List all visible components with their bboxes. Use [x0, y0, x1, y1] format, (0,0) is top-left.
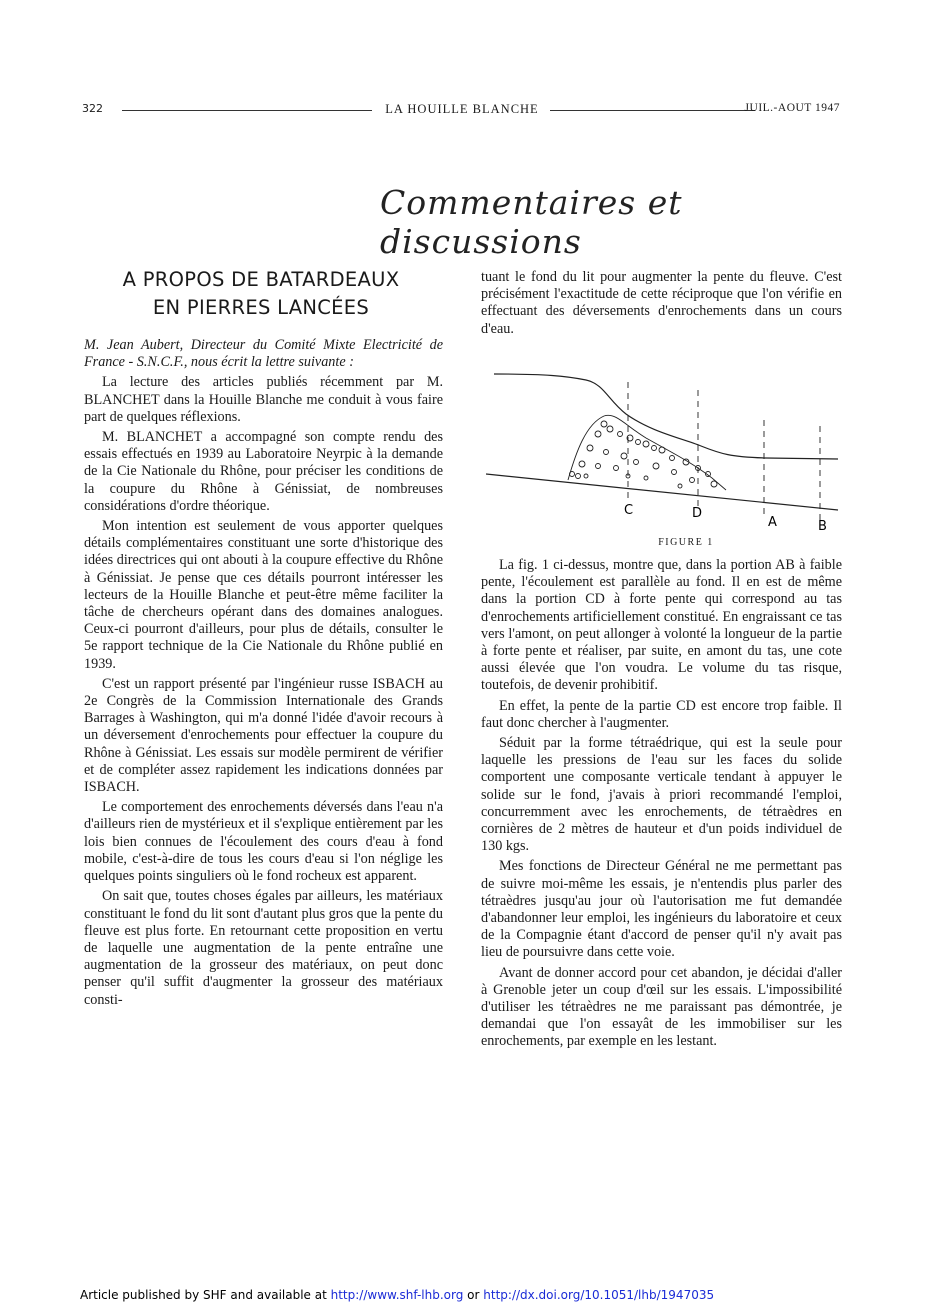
running-header	[82, 102, 840, 120]
header-rule-right	[550, 110, 755, 111]
article-title	[86, 266, 436, 322]
label-a: A	[768, 515, 777, 530]
header-rule-left	[122, 110, 372, 111]
figure-1	[486, 362, 846, 532]
water-surface-line	[494, 374, 838, 459]
label-b: B	[818, 519, 827, 532]
paragraph: Mon intention est seulement de vous apporter quelques détails complémentaires constituant une sorte d'historique des idées directrices qui ont abouti à la coupure effective du Rhône à Génissiat. Je pense que ces détails pourront intéresser les lecteurs de la Houille Blanche et peut-être même faciliter la tâche de chercheurs opérant dans des domaines analogues. Ceux-ci pourront d'ailleurs, pour plus de détails, consulter le 5e rapport technique de la Cie Nationale du Rhône publié en 1939.	[84, 518, 443, 672]
footer	[80, 1288, 880, 1302]
section-title: Commentaires et discussions	[380, 183, 683, 261]
figure-1-diagram	[486, 362, 846, 532]
paragraph: La fig. 1 ci-dessus, montre que, dans la portion AB à faible pente, l'écoulement est parallèle au fond. Il en est de même dans la portion CD à forte pente qui correspond au tas d'enrochements artificiellement constitué. En engraissant ce tas vers l'amont, on peut allonger à volonté la longueur de la partie à forte pente et réaliser, par suite, en amont du tas, une cote aussi élevée que l'on voudra. Le volume du tas risque, toutefois, de devenir prohibitif.	[481, 557, 842, 694]
issue-date: JUIL.-AOUT 1947	[744, 102, 840, 114]
figure-caption: FIGURE 1	[658, 537, 714, 548]
paragraph: C'est un rapport présenté par l'ingénieur russe ISBACH au 2e Congrès de la Commission Internationale des Grands Barrages à Washington, qui m'a donné l'idée d'avoir recours à un déversement d'enrochements pour effectuer la coupure du Rhône à Génissiat. Les essais sur modèle permirent de vérifier et de compléter assez rapidement les indications données par ISBACH.	[84, 675, 443, 796]
paragraph-continuation: tuant le fond du lit pour augmenter la pente du fleuve. C'est précisément l'exactitude de cette réciproque que l'on vérifie en effectuant des déversements d'enrochements dans un cours d'eau.	[481, 269, 842, 337]
journal-name: LA HOUILLE BLANCHE	[385, 102, 539, 116]
footer-middle: or	[463, 1288, 484, 1302]
article-title-line-1: A PROPOS DE BATARDEAUX	[122, 268, 400, 291]
paragraph: On sait que, toutes choses égales par ailleurs, les matériaux constituant le fond du lit sont d'autant plus gros que la pente du fleuve est plus forte. En retournant cette proposition en vertu de laquelle une augmentation de la pente entraîne une augmentation de la grosseur des matériaux, on peut donc penser qu'il suffit d'augmenter la grosseur des matériaux consti-	[84, 888, 443, 1008]
paragraph: La lecture des articles publiés récemment par M. BLANCHET dans la Houille Blanche me conduit à vous faire part de quelques réflexions.	[84, 374, 443, 425]
paragraph: Avant de donner accord pour cet abandon, je décidai d'aller à Grenoble jeter un coup d'œil sur les essais. L'impossibilité d'utiliser les tétraèdres ne me paraissant pas démontrée, je demandai que l'on essayât de les immobiliser sur les enrochements, par exemple en les lestant.	[481, 964, 842, 1050]
left-column	[84, 337, 443, 1012]
rock-fill	[570, 421, 718, 488]
paragraph: En effet, la pente de la partie CD est encore trop faible. Il faut donc chercher à l'augmenter.	[481, 697, 842, 731]
right-column	[481, 557, 842, 1054]
article-title-line-2: EN PIERRES LANCÉES	[152, 296, 370, 319]
page-number: 322	[82, 102, 103, 115]
intro-paragraph: M. Jean Aubert, Directeur du Comité Mixte Electricité de France - S.N.C.F., nous écrit la lettre suivante :	[84, 337, 443, 371]
section-markers	[628, 382, 820, 520]
footer-prefix: Article published by SHF and available at	[80, 1288, 331, 1302]
footer-link-shf[interactable]: http://www.shf-lhb.org	[330, 1288, 464, 1302]
footer-link-doi[interactable]: http://dx.doi.org/10.1051/lhb/1947035	[483, 1288, 715, 1302]
paragraph: Séduit par la forme tétraédrique, qui est la seule pour laquelle les pressions de l'eau sur les faces du solide comportent une composante verticale tendant à appuyer le solide sur le fond, j'avais à priori recommandé l'emploi, concurremment avec les enrochements, de tétraèdres en cornières de 2 mètres de hauteur et d'un poids individuel de 130 kgs.	[481, 735, 842, 855]
label-d: D	[692, 506, 703, 521]
paragraph: M. BLANCHET a accompagné son compte rendu des essais effectués en 1939 au Laboratoire Neyrpic à la demande de la Cie Nationale du Rhône, pour préciser les conditions de la coupure du Rhône à Génissiat, de nombreuses considérations d'ordre théorique.	[84, 429, 443, 514]
river-bed-line	[486, 474, 838, 510]
label-c: C	[624, 503, 634, 518]
paragraph: Mes fonctions de Directeur Général ne me permettant pas de suivre moi-même les essais, je n'entendis plus parler des tétraèdres jusqu'au jour où l'autorisation me fut demandée d'abandonner leur emploi, les ingénieurs du laboratoire et ceux de la Compagnie étant d'accord de penser qu'il n'y avait pas lieu de poursuivre dans cette voie.	[481, 858, 842, 961]
right-column-top	[481, 269, 842, 341]
paragraph: Le comportement des enrochements déversés dans l'eau n'a d'ailleurs rien de mystérieux et il s'explique entièrement par les lois bien connues de l'écoulement des cours d'eau à fond mobile, c'est-à-dire de tous les cours d'eau si l'on néglige les quelques points singuliers où le fond rocheux est apparent.	[84, 799, 443, 885]
